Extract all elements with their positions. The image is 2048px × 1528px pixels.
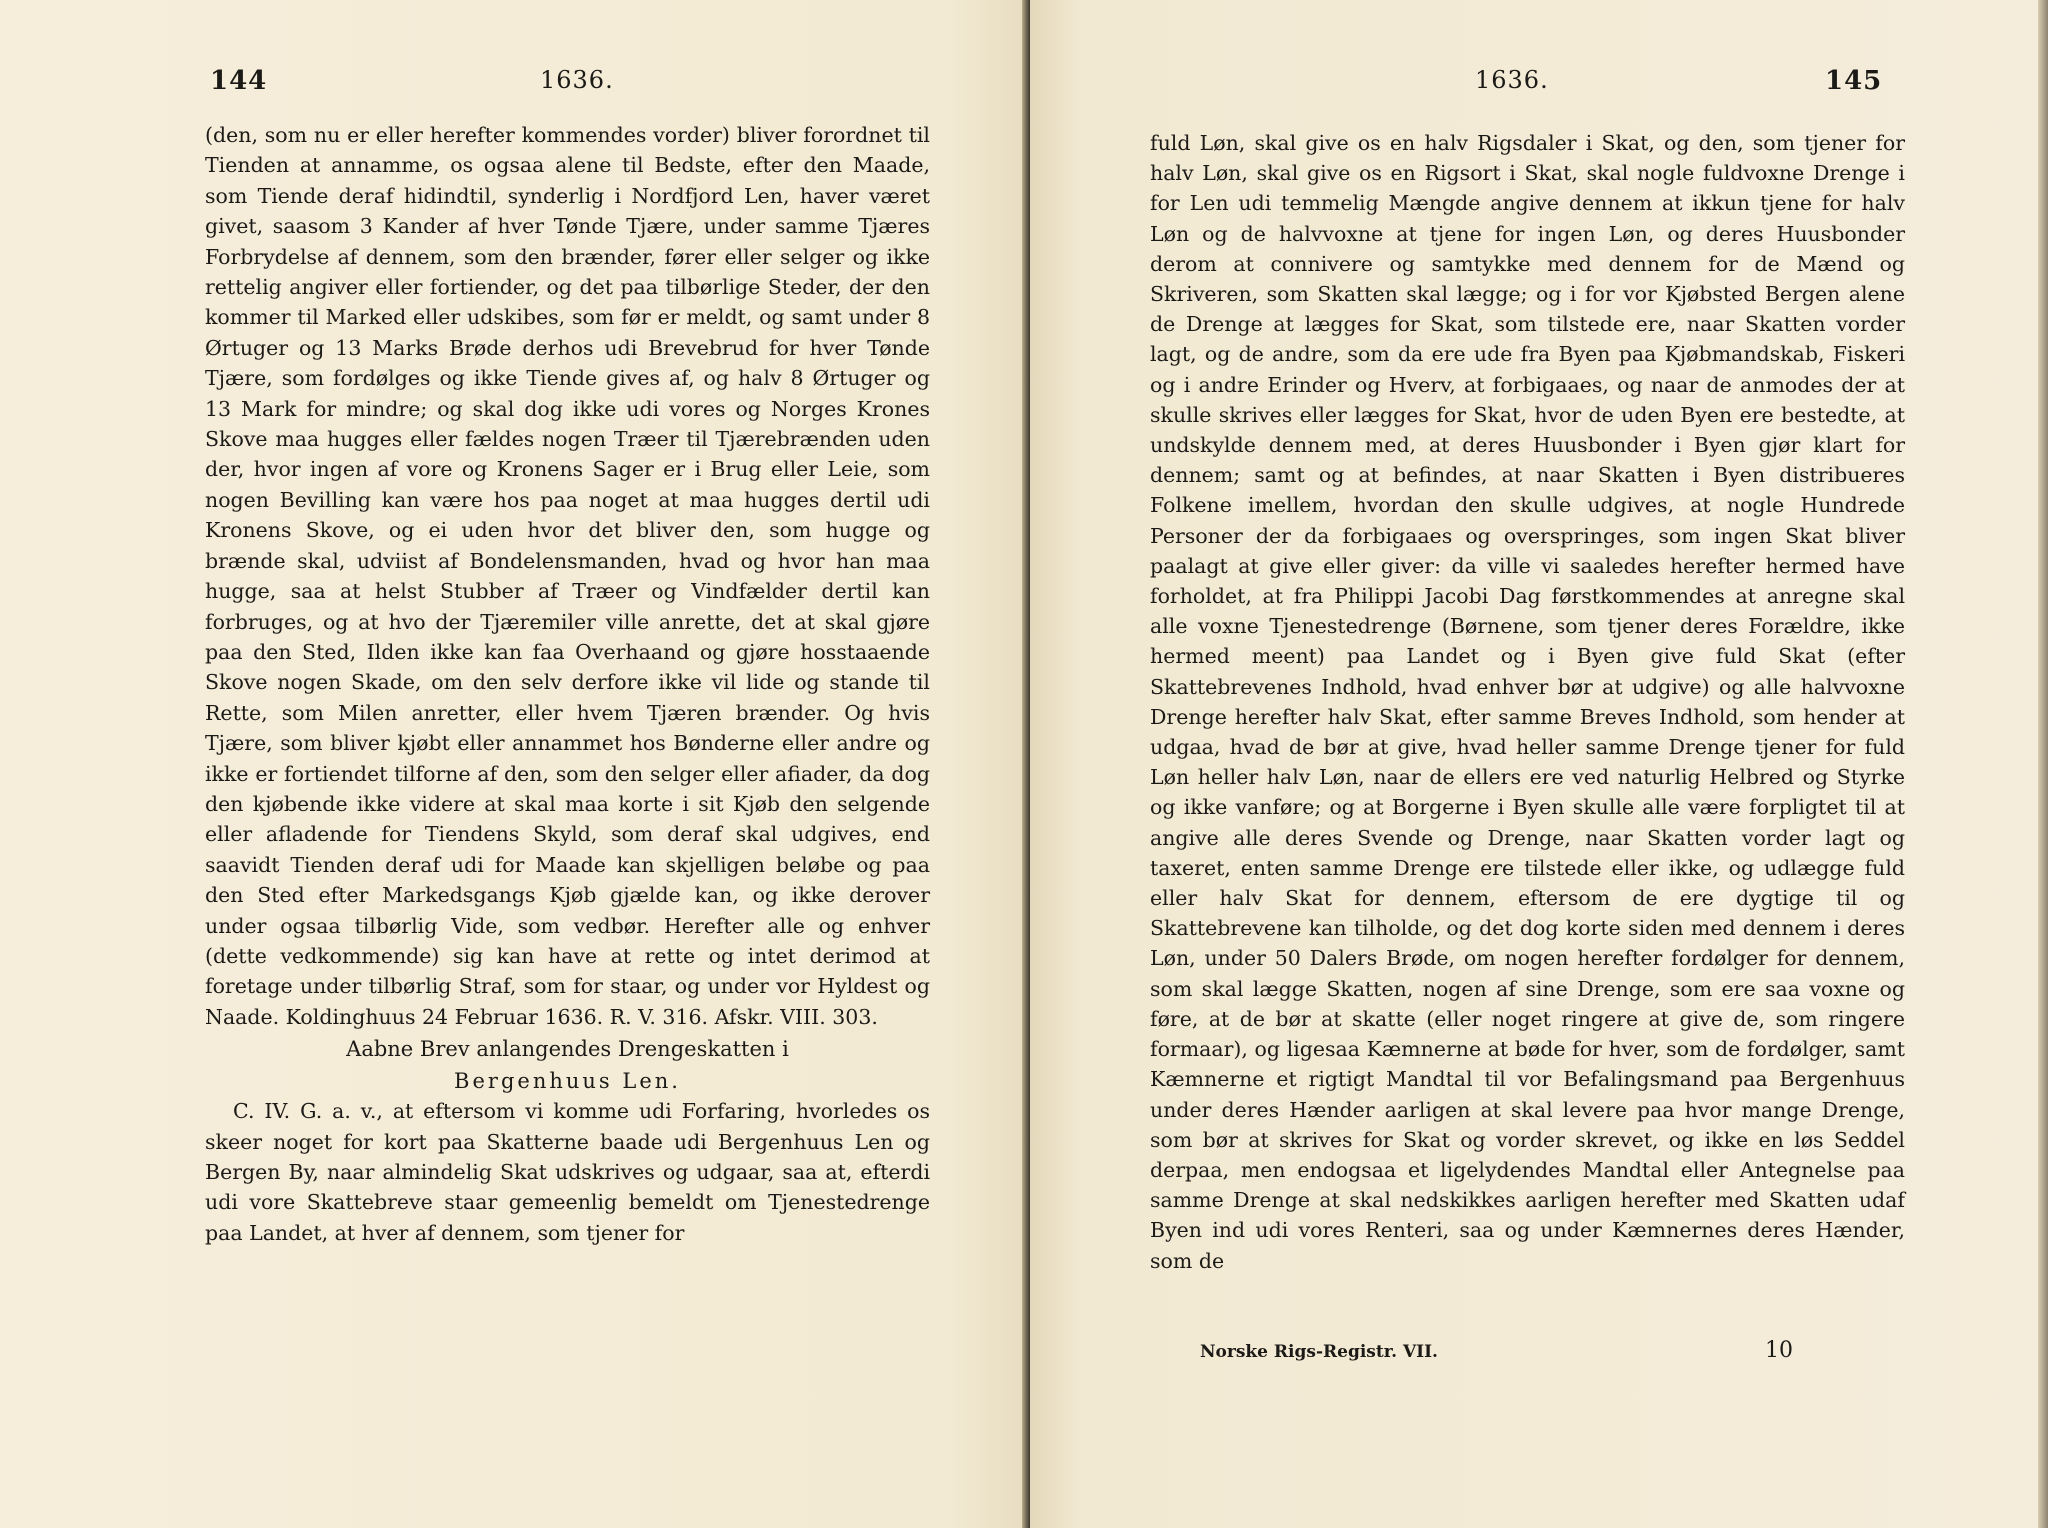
signature-line: Norske Rigs-Registr. VII.	[1200, 1342, 1438, 1362]
page-edge	[2038, 0, 2048, 1528]
document-heading-line-1: Aabne Brev anlangendes Drengeskatten i	[346, 1037, 789, 1062]
page-footer	[1200, 1338, 1800, 1370]
page-number-left: 144	[210, 66, 268, 96]
right-body-text	[1150, 128, 1905, 1276]
left-paragraph-1: (den, som nu er eller herefter kommendes vorder) bliver forordnet til Tienden at annamme, os ogsaa alene til Bedste, efter den Maade, som Tiende deraf hidindtil, synderlig i Nordfjord Len, haver været givet, saasom 3 Kander af hver Tønde Tjære, under samme Tjæres Forbrydelse af dennem, som den brænder, fører eller selger og ikke rettelig angiver eller fortiender, og det paa tilbørlige Steder, der den kommer til Marked eller udskibes, som før er meldt, og samt under 8 Ørtuger og 13 Marks Brøde derhos udi Brevebrud for hver Tønde Tjære, som fordølges og ikke Tiende gives af, og halv 8 Ørtuger og 13 Mark for mindre; og skal dog ikke udi vores og Norges Krones Skove maa hugges eller fældes nogen Træer til Tjærebrænden uden der, hvor ingen af vore og Kronens Sager er i Brug eller Leie, som nogen Bevilling kan være hos paa noget at maa hugges dertil udi Kronens Skove, og ei uden hvor det bliver den, som hugge og brænde skal, udviist af Bondelensmanden, hvad og hvor han maa hugge, saa at helst Stubber af Træer og Vindfælder dertil kan forbruges, og at hvo der Tjæremiler ville anrette, det at skal gjøre paa den Sted, Ilden ikke kan faa Overhaand og gjøre hosstaaende Skove nogen Skade, om den selv derfore ikke vil lide og stande til Rette, som Milen anretter, eller hvem Tjæren brænder. Og hvis Tjære, som bliver kjøbt eller annammet hos Bønderne eller andre og ikke er fortiendet tilforne af den, som den selger eller afiader, da dog den kjøbende ikke videre at skal maa korte i sit Kjøb den selgende eller afladende for Tiendens Skyld, som deraf skal udgives, end saavidt Tienden deraf udi for Maade kan skjelligen beløbe og paa den Sted efter Markedsgangs Kjøb gjælde kan, og ikke derover under ogsaa tilbørlig Vide, som vedbør. Herefter alle og enhver (dette vedkommende) sig kan have at rette og intet derimod at foretage under tilbørlig Straf, som for staar, og under vor Hyldest og Naade. Koldinghuus 24 Februar 1636. R. V. 316. Afskr. VIII. 303.	[205, 123, 930, 1029]
right-paragraph-1: fuld Løn, skal give os en halv Rigsdaler i Skat, og den, som tjener for halv Løn, skal give os en Rigsort i Skat, skal nogle fuldvoxne Drenge i for Len udi temmelig Mængde angive dennem at ikkun tjene for halv Løn og de halvvoxne at tjene for ingen Løn, og deres Huusbonder derom at connivere og samtykke med dennem for de Mænd og Skriveren, som Skatten skal lægge; og i for vor Kjøbsted Bergen alene de Drenge at lægges for Skat, som tilstede ere, naar Skatten vorder lagt, og de andre, som da ere ude fra Byen paa Kjøbmandskab, Fiskeri og i andre Erinder og Hverv, at forbigaaes, og naar de anmodes der at skulle skrives eller lægges for Skat, hvor de uden Byen ere bestedte, at undskylde dennem med, at deres Huusbonder i Byen gjør klart for dennem; samt og at befindes, at naar Skatten i Byen distribueres Folkene imellem, hvordan den skulle udgives, at nogle Hundrede Personer der da forbigaaes og overspringes, som ingen Skat bliver paalagt at give eller giver: da ville vi saaledes herefter hermed have forholdet, at fra Philippi Jacobi Dag førstkommendes at anregne skal alle voxne Tjenestedrenge (Børnene, som tjener deres Forældre, ikke hermed meent) paa Landet og i Byen give fuld Skat (efter Skattebrevenes Indhold, hvad enhver bør at udgive) og alle halvvoxne Drenge herefter halv Skat, efter samme Breves Indhold, som hender at udgaa, hvad de bør at give, hvad heller samme Drenge tjener for fuld Løn heller halv Løn, naar de ellers ere ved naturlig Helbred og Styrke og ikke vanføre; og at Borgerne i Byen skulle alle være forpligtet til at angive alle deres Svende og Drenge, naar Skatten vorder lagt og taxeret, enten samme Drenge ere tilstede eller ikke, og udlægge fuld eller halv Skat for dennem, eftersom de ere dygtige til og Skattebrevene kan tilholde, og det dog korte siden med dennem i deres Løn, under 50 Dalers Brøde, om nogen herefter fordølger for dennem, som skal lægge Skatten, nogen af sine Drenge, som ere saa voxne og føre, at de bør at skatte (eller noget ringere at give de, som ringere formaar), og ligesaa Kæmnerne at bøde for hver, som de fordølger, samt Kæmnerne et rigtigt Mandtal til vor Befalingsmand paa Bergenhuus under deres Hænder aarligen at skal levere paa hvor mange Drenge, som bør at skrives for Skat og vorder skrevet, og ikke en løs Seddel derpaa, men endogsaa et ligelydendes Mandtal eller Antegnelse paa samme Drenge at skal nedskikkes aarligen herefter med Skatten udaf Byen ind udi vores Renteri, saa og under Kæmnernes deres Hænder, som de	[1150, 131, 1905, 1273]
right-page	[1030, 0, 2048, 1528]
running-head-left: 1636.	[540, 66, 614, 94]
left-paragraph-2: C. IV. G. a. v., at eftersom vi komme udi Forfaring, hvorledes os skeer noget for kort paa Skatterne baade udi Bergenhuus Len og Bergen By, naar almindelig Skat udskrives og udgaar, saa at, efterdi udi vore Skattebreve staar gemeenlig bemeldt om Tjenestedrenge paa Landet, at hver af dennem, som tjener for	[205, 1099, 930, 1245]
sheet-number: 10	[1765, 1338, 1793, 1363]
running-head-right: 1636.	[1475, 66, 1549, 94]
document-heading-line-2: Bergenhuus Len.	[454, 1069, 681, 1094]
page-number-right: 145	[1825, 66, 1883, 96]
left-body-text	[205, 120, 930, 1248]
